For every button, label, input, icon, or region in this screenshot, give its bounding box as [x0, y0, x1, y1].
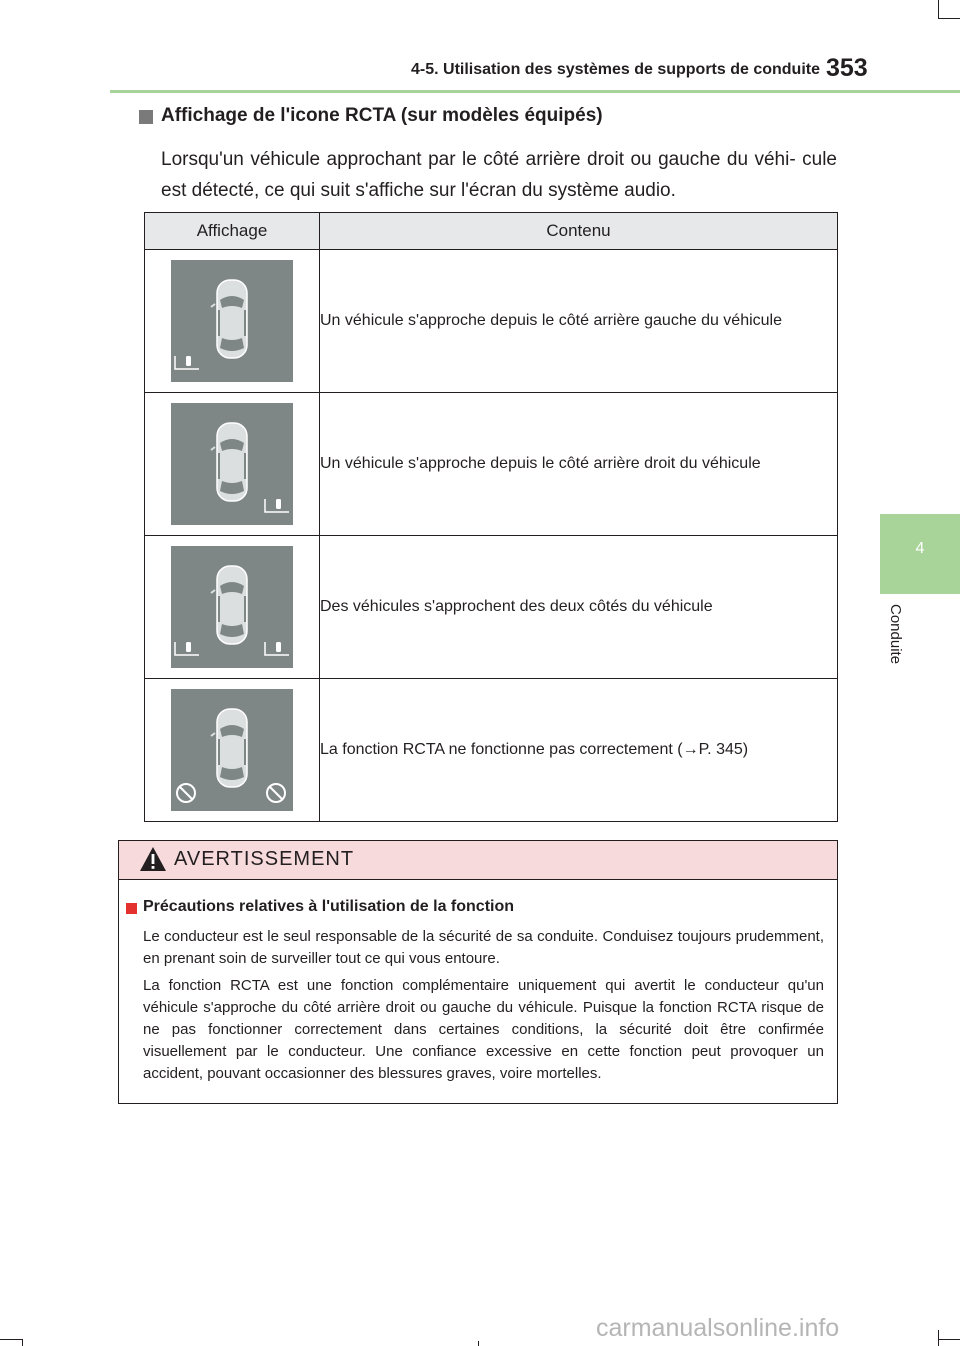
section-intro: Lorsqu'un véhicule approchant par le côté arrière droit ou gauche du véhi- cule est détecté, ce qui suit s'affiche sur l'écran du système audio.: [161, 149, 837, 201]
rcta-screen-icon: [171, 403, 293, 525]
page-number: 353: [826, 54, 868, 82]
warning-triangle-icon: [138, 845, 168, 873]
rcta-screen-icon: [171, 546, 293, 668]
rcta-display-table: [144, 212, 838, 822]
content-cell: [320, 250, 838, 393]
watermark: carmanualsonline.info: [596, 1314, 840, 1342]
column-header-display: Affichage: [145, 213, 320, 250]
section-header: 4-5. Utilisation des systèmes de supports de conduite: [411, 61, 820, 78]
page-reference: P. 345: [698, 741, 743, 758]
crop-mark: [478, 1341, 479, 1346]
row-content-text: ): [742, 741, 749, 758]
display-cell: [145, 536, 320, 679]
crop-mark: [938, 1339, 960, 1340]
content-cell: [320, 679, 838, 822]
reference-arrow: →: [682, 741, 699, 758]
car-top-view-icon: [211, 709, 247, 787]
chapter-number: 4: [915, 540, 925, 557]
table-row: [145, 536, 838, 679]
crop-mark: [0, 1339, 22, 1340]
display-cell: [145, 250, 320, 393]
car-top-view-icon: [211, 280, 247, 358]
warning-paragraph: Le conducteur est le seul responsable de la sécurité de sa conduite. Conduisez toujours prudemment, en prenant soin de surveiller tout ce qui vous entoure.: [143, 928, 824, 967]
section-bullet-icon: [139, 110, 153, 124]
rcta-screen-icon: [171, 260, 293, 382]
content-cell: [320, 536, 838, 679]
crop-mark: [938, 18, 960, 19]
crop-mark: [22, 1339, 23, 1346]
table-row: [145, 393, 838, 536]
warning-title: AVERTISSEMENT: [174, 848, 355, 870]
row-content-text: Un véhicule s'approche depuis le côté arrière droit du véhicule: [320, 455, 761, 472]
display-cell: [145, 393, 320, 536]
display-cell: [145, 679, 320, 822]
warning-bullet-icon: [126, 903, 137, 914]
warning-subtitle: Précautions relatives à l'utilisation de la fonction: [143, 898, 515, 915]
row-content-text: Des véhicules s'approchent des deux côtés du véhicule: [320, 598, 713, 615]
car-top-view-icon: [211, 423, 247, 501]
warning-paragraph: La fonction RCTA est une fonction complémentaire uniquement qui avertit le conducteur qu'un véhicule s'approche du côté arrière droit ou gauche du véhicule. Puisque la fonction RCTA risque de ne pas fonctionner correctement dans certaines conditions, la sécurité doit être confirmée visuellement par le conducteur. Une confiance excessive en cette fonction peut provoquer un accident, pouvant occasionner des blessures graves, voire mortelles.: [143, 977, 824, 1082]
table-row: [145, 679, 838, 822]
row-content-text: Un véhicule s'approche depuis le côté arrière gauche du véhicule: [320, 312, 783, 329]
header-rule: [110, 90, 960, 93]
car-top-view-icon: [211, 566, 247, 644]
row-content-text: La fonction RCTA ne fonctionne pas correctement (: [320, 741, 683, 758]
chapter-label: Conduite: [887, 604, 904, 665]
rcta-screen-icon: [171, 689, 293, 811]
table-row: [145, 250, 838, 393]
content-cell: [320, 393, 838, 536]
crop-mark: [938, 1330, 939, 1346]
section-title: Affichage de l'icone RCTA (sur modèles équipés): [161, 105, 603, 126]
column-header-content: Contenu: [320, 213, 838, 250]
crop-mark: [938, 0, 939, 18]
